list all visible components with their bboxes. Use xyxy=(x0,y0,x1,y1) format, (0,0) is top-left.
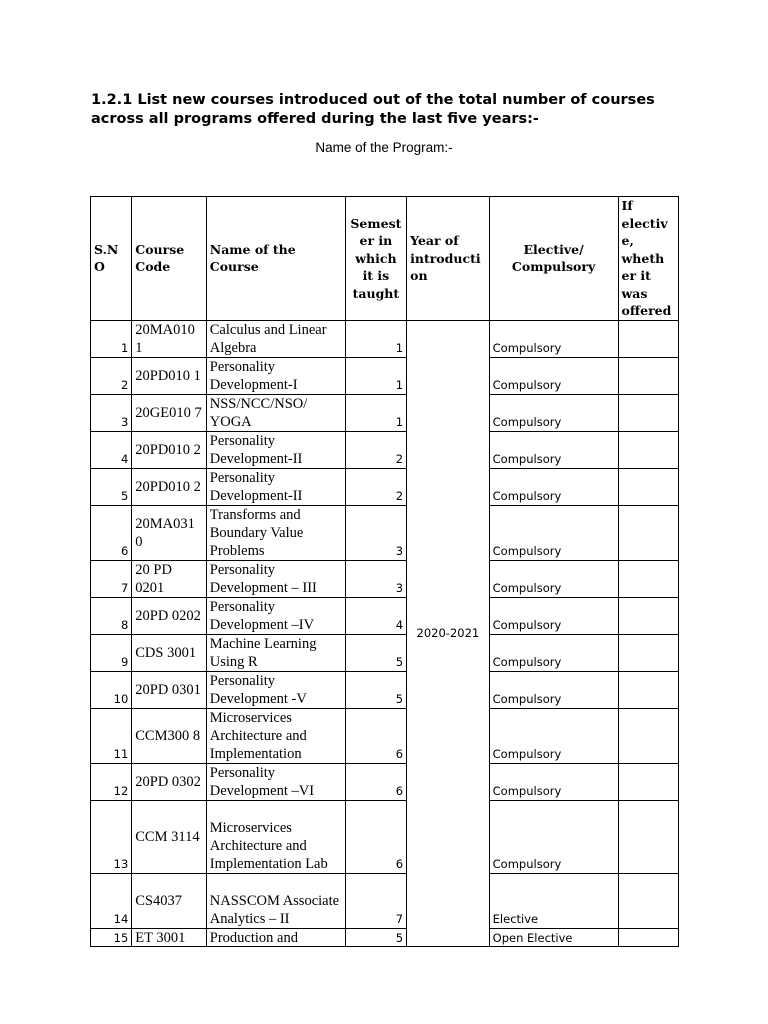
cell-course-name: Calculus and Linear Algebra xyxy=(206,320,345,357)
cell-course-code: ET 3001 xyxy=(132,928,207,946)
cell-sno: 13 xyxy=(91,800,132,873)
header-semester: Semest er in which it is taught xyxy=(345,197,406,321)
cell-if-elective-offered xyxy=(618,560,678,597)
cell-semester: 5 xyxy=(345,634,406,671)
cell-elective-compulsory: Compulsory xyxy=(489,800,618,873)
cell-semester: 3 xyxy=(345,505,406,560)
cell-elective-compulsory: Compulsory xyxy=(489,671,618,708)
cell-course-name: Personality Development –IV xyxy=(206,597,345,634)
cell-elective-compulsory: Compulsory xyxy=(489,763,618,800)
table-row xyxy=(91,431,679,468)
cell-semester: 6 xyxy=(345,800,406,873)
cell-if-elective-offered xyxy=(618,468,678,505)
table-row xyxy=(91,560,679,597)
cell-course-name: Microservices Architecture and Implementation xyxy=(206,708,345,763)
cell-sno: 9 xyxy=(91,634,132,671)
cell-course-code: CS4037 xyxy=(132,873,207,928)
cell-if-elective-offered xyxy=(618,505,678,560)
cell-if-elective-offered xyxy=(618,800,678,873)
cell-course-code: 20PD 0202 xyxy=(132,597,207,634)
page-heading: 1.2.1 List new courses introduced out of the total number of courses across all programs offered during the last five years:- xyxy=(91,92,655,127)
cell-if-elective-offered xyxy=(618,873,678,928)
cell-elective-compulsory: Compulsory xyxy=(489,560,618,597)
cell-elective-compulsory: Compulsory xyxy=(489,468,618,505)
cell-sno: 7 xyxy=(91,560,132,597)
cell-semester: 1 xyxy=(345,394,406,431)
header-course-name: Name of the Course xyxy=(206,197,345,321)
cell-sno: 11 xyxy=(91,708,132,763)
cell-if-elective-offered xyxy=(618,394,678,431)
cell-semester: 6 xyxy=(345,763,406,800)
cell-course-name: Personality Development –VI xyxy=(206,763,345,800)
cell-course-name: Microservices Architecture and Implementation Lab xyxy=(206,800,345,873)
table-row xyxy=(91,468,679,505)
cell-semester: 1 xyxy=(345,357,406,394)
cell-sno: 12 xyxy=(91,763,132,800)
cell-sno: 2 xyxy=(91,357,132,394)
cell-sno: 4 xyxy=(91,431,132,468)
cell-elective-compulsory: Compulsory xyxy=(489,505,618,560)
cell-sno: 15 xyxy=(91,928,132,946)
table-row xyxy=(91,597,679,634)
cell-sno: 6 xyxy=(91,505,132,560)
table-row xyxy=(91,634,679,671)
cell-if-elective-offered xyxy=(618,928,678,946)
cell-course-code: CCM300 8 xyxy=(132,708,207,763)
cell-sno: 14 xyxy=(91,873,132,928)
cell-if-elective-offered xyxy=(618,708,678,763)
table-row xyxy=(91,873,679,928)
program-label: Name of the Program:- xyxy=(315,140,453,155)
cell-elective-compulsory: Compulsory xyxy=(489,431,618,468)
courses-table xyxy=(90,196,679,947)
cell-elective-compulsory: Compulsory xyxy=(489,394,618,431)
cell-sno: 10 xyxy=(91,671,132,708)
cell-sno: 8 xyxy=(91,597,132,634)
header-year: Year of introducti on xyxy=(407,197,490,321)
cell-semester: 3 xyxy=(345,560,406,597)
cell-course-name: Personality Development-II xyxy=(206,431,345,468)
cell-if-elective-offered xyxy=(618,634,678,671)
cell-course-code: 20PD010 2 xyxy=(132,431,207,468)
cell-semester: 5 xyxy=(345,671,406,708)
cell-course-name: Machine Learning Using R xyxy=(206,634,345,671)
table-row xyxy=(91,708,679,763)
table-row xyxy=(91,394,679,431)
table-row xyxy=(91,928,679,946)
cell-course-name: NASSCOM Associate Analytics – II xyxy=(206,873,345,928)
cell-if-elective-offered xyxy=(618,671,678,708)
cell-elective-compulsory: Elective xyxy=(489,873,618,928)
cell-course-name: Personality Development-II xyxy=(206,468,345,505)
cell-if-elective-offered xyxy=(618,320,678,357)
table-row xyxy=(91,505,679,560)
cell-course-code: 20MA010 1 xyxy=(132,320,207,357)
cell-semester: 2 xyxy=(345,431,406,468)
cell-semester: 2 xyxy=(345,468,406,505)
cell-year-of-introduction: 2020-2021 xyxy=(407,320,490,946)
header-elective-compulsory: Elective/ Compulsory xyxy=(489,197,618,321)
cell-semester: 6 xyxy=(345,708,406,763)
cell-course-code: 20PD 0302 xyxy=(132,763,207,800)
cell-course-name: Personality Development – III xyxy=(206,560,345,597)
table-header-row xyxy=(91,197,679,321)
cell-elective-compulsory: Compulsory xyxy=(489,320,618,357)
cell-course-code: CCM 3114 xyxy=(132,800,207,873)
cell-course-name: Personality Development-I xyxy=(206,357,345,394)
header-course-code: Course Code xyxy=(132,197,207,321)
header-sno: S.N O xyxy=(91,197,132,321)
cell-course-name: Production and xyxy=(206,928,345,946)
table-row xyxy=(91,800,679,873)
cell-course-name: NSS/NCC/NSO/ YOGA xyxy=(206,394,345,431)
cell-semester: 5 xyxy=(345,928,406,946)
cell-elective-compulsory: Compulsory xyxy=(489,634,618,671)
cell-sno: 3 xyxy=(91,394,132,431)
cell-course-name: Transforms and Boundary Value Problems xyxy=(206,505,345,560)
cell-semester: 4 xyxy=(345,597,406,634)
cell-if-elective-offered xyxy=(618,357,678,394)
cell-elective-compulsory: Open Elective xyxy=(489,928,618,946)
cell-course-code: 20GE010 7 xyxy=(132,394,207,431)
cell-elective-compulsory: Compulsory xyxy=(489,357,618,394)
cell-sno: 1 xyxy=(91,320,132,357)
cell-semester: 1 xyxy=(345,320,406,357)
cell-if-elective-offered xyxy=(618,431,678,468)
table-row xyxy=(91,671,679,708)
cell-course-code: 20 PD 0201 xyxy=(132,560,207,597)
cell-elective-compulsory: Compulsory xyxy=(489,597,618,634)
cell-course-code: CDS 3001 xyxy=(132,634,207,671)
cell-course-code: 20PD010 2 xyxy=(132,468,207,505)
cell-if-elective-offered xyxy=(618,597,678,634)
cell-course-code: 20MA031 0 xyxy=(132,505,207,560)
cell-semester: 7 xyxy=(345,873,406,928)
table-row xyxy=(91,357,679,394)
cell-if-elective-offered xyxy=(618,763,678,800)
table-row xyxy=(91,320,679,357)
cell-sno: 5 xyxy=(91,468,132,505)
cell-course-code: 20PD 0301 xyxy=(132,671,207,708)
cell-course-code: 20PD010 1 xyxy=(132,357,207,394)
header-if-elective-offered: If electiv e, wheth er it was offered xyxy=(618,197,678,321)
cell-elective-compulsory: Compulsory xyxy=(489,708,618,763)
table-row xyxy=(91,763,679,800)
cell-course-name: Personality Development -V xyxy=(206,671,345,708)
